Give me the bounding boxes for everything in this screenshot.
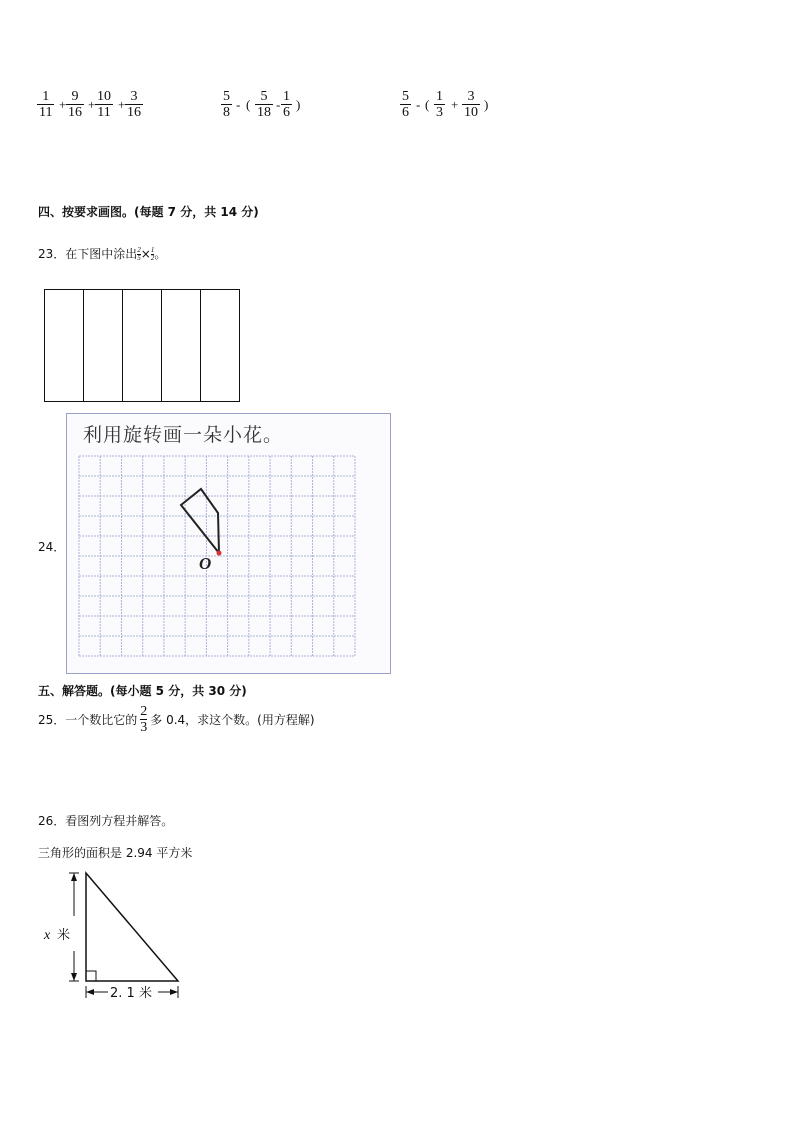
- triangle-area-text: 三角形的面积是 2.94 平方米: [38, 846, 193, 860]
- plus-sign: +: [451, 97, 459, 112]
- question-24-number: 24．: [38, 540, 66, 554]
- fraction: [140, 704, 147, 735]
- numerator: 1: [436, 89, 443, 104]
- denominator: 11: [39, 105, 53, 120]
- fraction: [221, 89, 232, 120]
- close-paren: ): [484, 97, 489, 112]
- denominator: 2: [150, 254, 155, 262]
- fraction: [434, 89, 445, 120]
- question-23: [38, 245, 166, 262]
- rectangle-cell[interactable]: [84, 290, 123, 401]
- arrow-right-icon: [170, 989, 178, 995]
- numerator: 1: [150, 246, 155, 254]
- right-triangle-figure: [40, 866, 200, 1006]
- close-paren: ): [296, 97, 301, 112]
- numerator: 1: [283, 89, 290, 104]
- fraction: [255, 89, 273, 120]
- open-paren: (: [425, 97, 430, 112]
- numerator: 5: [260, 89, 268, 104]
- denominator: 11: [97, 105, 111, 120]
- question-23-text: 23．在下图中涂出: [38, 247, 138, 261]
- fraction: [37, 89, 54, 120]
- triangle-shape: [86, 873, 178, 981]
- numerator: 3: [467, 89, 475, 104]
- numerator: 5: [223, 89, 230, 104]
- denominator: 6: [283, 105, 290, 120]
- denominator: 6: [402, 105, 409, 120]
- period: 。: [154, 247, 167, 261]
- flower-rotation-image: [66, 413, 391, 674]
- numerator: 9: [71, 89, 79, 104]
- arrow-left-icon: [86, 989, 94, 995]
- arrow-up-icon: [71, 873, 77, 881]
- numerator: 10: [97, 89, 111, 104]
- question-26: 26．看图列方程并解答。: [38, 814, 174, 828]
- origin-label: O: [199, 554, 212, 573]
- fraction: [125, 89, 143, 120]
- denominator: 8: [223, 105, 230, 120]
- section-5-heading: 五、解答题。(每小题 5 分，共 30 分): [38, 684, 247, 698]
- denominator: 3: [140, 720, 148, 735]
- plus-sign: +: [118, 97, 126, 112]
- minus-sign: -: [236, 97, 241, 112]
- kite-shape: [181, 489, 219, 553]
- times-sign: ×: [140, 247, 151, 261]
- height-variable: x: [44, 928, 51, 943]
- fraction: [66, 89, 84, 120]
- numerator: 5: [402, 89, 409, 104]
- rectangle-cell[interactable]: [162, 290, 201, 401]
- grid-figure: [67, 414, 390, 673]
- rectangle-cell[interactable]: [45, 290, 84, 401]
- base-label: 2. 1 米: [110, 986, 152, 1001]
- question-25-text: 25．一个数比它的: [38, 713, 138, 727]
- rectangle-cell[interactable]: [123, 290, 162, 401]
- fraction: [95, 89, 113, 120]
- open-paren: (: [246, 97, 251, 112]
- denominator: 3: [436, 105, 443, 120]
- denominator: 18: [257, 105, 271, 120]
- arrow-down-icon: [71, 973, 77, 981]
- numerator: 1: [42, 89, 50, 104]
- question-25-suffix: 多 0.4，求这个数。(用方程解): [150, 713, 315, 727]
- question-25: [38, 704, 315, 735]
- fraction: [400, 89, 411, 120]
- rectangle-cell[interactable]: [201, 290, 239, 401]
- section-4-heading: 四、按要求画图。(每题 7 分，共 14 分): [38, 205, 259, 219]
- minus-sign: -: [276, 97, 281, 112]
- numerator: 2: [137, 246, 141, 254]
- divided-rectangle[interactable]: [44, 289, 240, 402]
- denominator: 16: [68, 105, 82, 120]
- denominator: 16: [127, 105, 141, 120]
- fraction: [281, 89, 292, 120]
- numerator: 2: [140, 704, 148, 719]
- right-angle-mark: [86, 971, 96, 981]
- numerator: 3: [130, 89, 138, 104]
- plus-sign: +: [59, 97, 67, 112]
- rotation-center-point: [217, 551, 222, 556]
- denominator: 10: [464, 105, 478, 120]
- plus-sign: +: [88, 97, 96, 112]
- fraction: [462, 89, 480, 120]
- denominator: 5: [137, 254, 141, 262]
- minus-sign: -: [416, 97, 421, 112]
- height-unit: 米: [57, 928, 71, 943]
- image-title: 利用旋转画一朵小花。: [83, 424, 284, 446]
